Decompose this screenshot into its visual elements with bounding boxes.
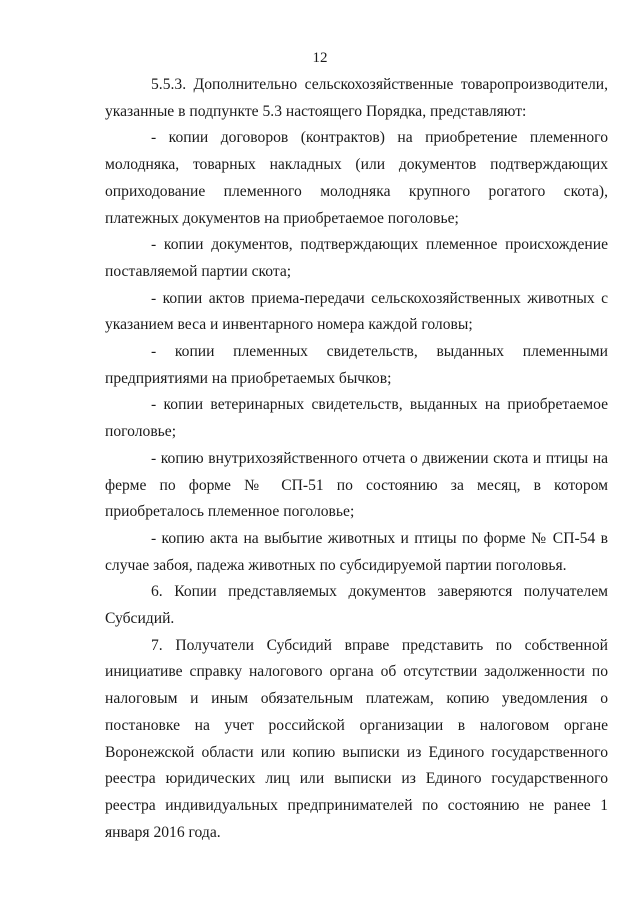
list-item-transfer-acts: - копии актов приема-передачи сельскохозяйственных животных с указанием веса и инвентарного номера каждой головы; [105,289,608,334]
list-item-veterinary-certificates: - копии ветеринарных свидетельств, выданных на приобретаемое поголовье; [105,396,608,441]
list-item-breeding-certificates: - копии племенных свидетельств, выданных племенными предприятиями на приобретаемых бычков; [105,343,608,387]
list-item-sp54-act: - копию акта на выбытие животных и птицы по форме № СП-54 в случае забоя, падежа животных по субсидируемой партии поголовья. [105,529,608,574]
paragraph-7: 7. Получатели Субсидий вправе представить по собственной инициативе справку налогового органа об отсутствии задолженности по налоговым и иным обязательным платежам, копию уведомления о постановке на учет российской организации в налоговом органе Воронежской области или копию выписки из Единого государственного реестра юридических лиц или выписки из Единого государственного реестра индивидуальных предпринимателей по состоянию не ранее 1 января 2016 года. [105,636,608,841]
document-body [105,72,608,846]
list-item-contracts: - копии договоров (контрактов) на приобретение племенного молодняка, товарных накладных (или документов подтверждающих оприходование племенного молодняка крупного рогатого скота), платежных документов на приобретаемое поголовье; [105,129,608,227]
list-item-origin-documents: - копии документов, подтверждающих племенное происхождение поставляемой партии скота; [105,236,608,280]
paragraph-5-5-3: 5.5.3. Дополнительно сельскохозяйственные товаропроизводители, указанные в подпункте 5.3 настоящего Порядка, представляют: [105,76,608,120]
list-item-sp51-report: - копию внутрихозяйственного отчета о движении скота и птицы на ферме по форме № СП-51 по состоянию за месяц, в котором приобреталось племенное поголовье; [105,449,608,521]
page-number: 12 [312,50,328,66]
paragraph-6: 6. Копии представляемых документов заверяются получателем Субсидий. [105,583,608,628]
